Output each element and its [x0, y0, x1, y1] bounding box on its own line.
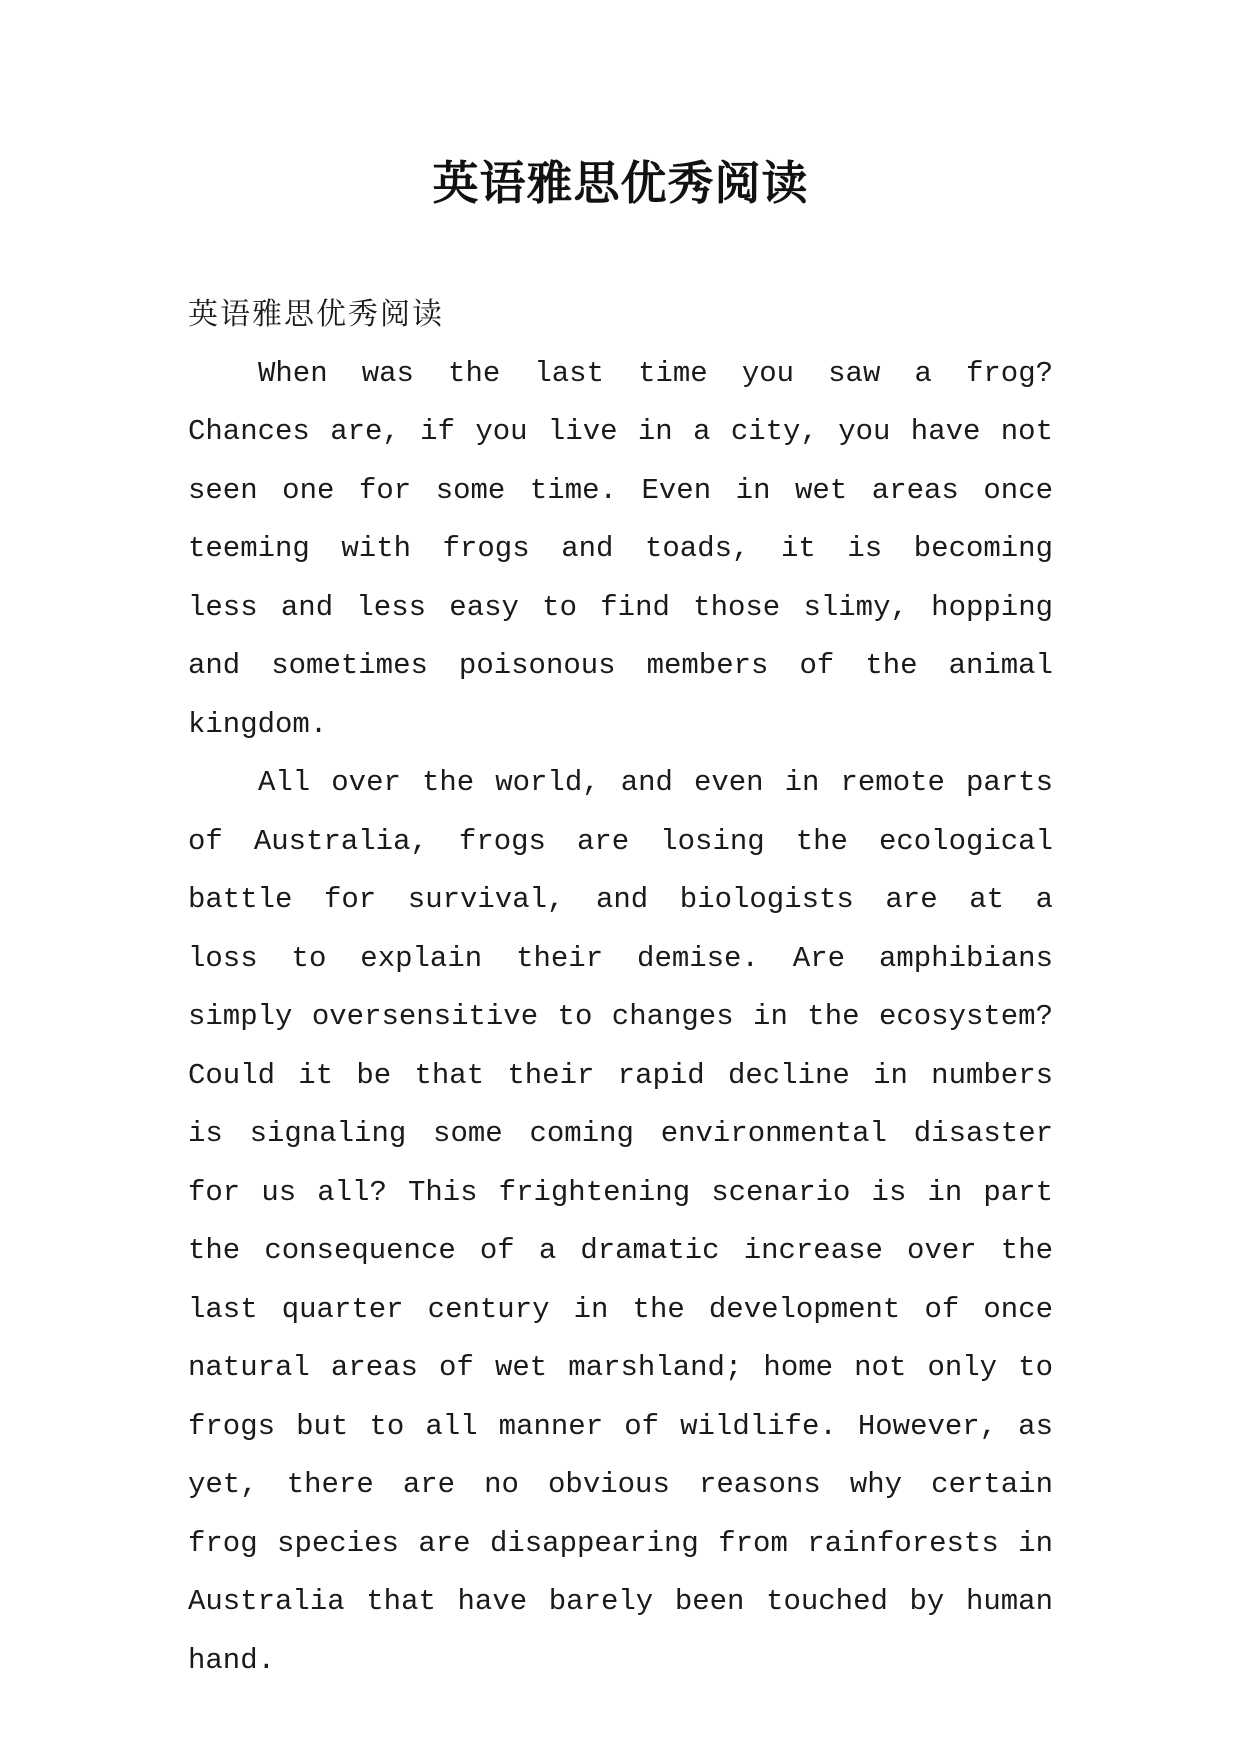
document-subtitle: 英语雅思优秀阅读	[188, 297, 444, 332]
document-title: 英语雅思优秀阅读	[432, 156, 809, 210]
document-body	[188, 286, 1053, 1690]
paragraph: When was the last time you saw a frog? Chances are, if you live in a city, you have not seen one for some time. Even in wet areas once teeming with frogs and toads, it is becoming less and less easy to find those slimy, hopping and sometimes poisonous members of the animal kingdom.	[188, 356, 1053, 741]
paragraph: All over the world, and even in remote parts of Australia, frogs are losing the ecological battle for survival, and biologists are at a loss to explain their demise. Are amphibians simply oversensitive to changes in the ecosystem? Could it be that their rapid decline in numbers is signaling some coming environmental disaster for us all? This frightening scenario is in part the consequence of a dramatic increase over the last quarter century in the development of once natural areas of wet marshland; home not only to frogs but to all manner of wildlife. However, as yet, there are no obvious reasons why certain frog species are disappearing from rainforests in Australia that have barely been touched by human hand.	[188, 766, 1053, 1677]
